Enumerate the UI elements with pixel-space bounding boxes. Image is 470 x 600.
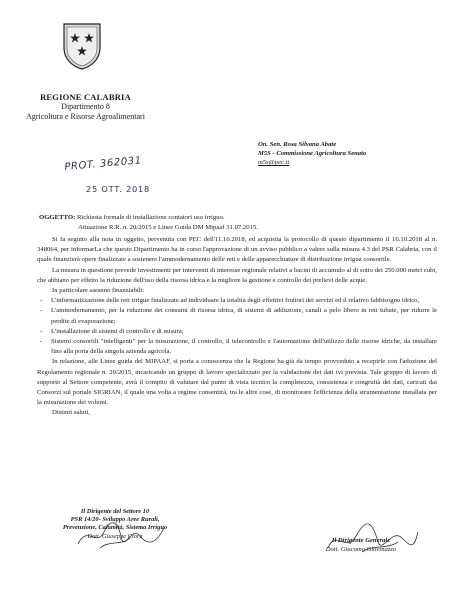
body-paragraph-2: La misura in questione prevede investimenti per interventi di interesse regionale relativi a bacini di accumulo al di sotto dei 250.000 metri cubi, che abbiano per effetto la riduzione dell'uso della risorsa idrica e la migliore la gestione e controllo dei prelievi delle acque. [37, 266, 437, 284]
body-paragraph-4: In relazione, alle Linee guida del MIPAAF, si porta a conoscenza che la Regione ha già da tempo provveduto a recepirle con l'adozione del Regolamento regionale n. 20/2015, incaricando un gruppo di lavoro specializzato per la validazione dei dati ivi prevista. Tale gruppo di lavoro di supporto al Settore competente, avrà il compito di valutare dal punto di vista tecnico la completezza, consistenza e congruità dei dati, caricati dai Consorzi sul portale SIGRIAN, il quale una volta a regime consentirà, tra le altre cose, di monitorare l'efficienza della strumentazione installata per la misurazione dei volumi. [37, 358, 437, 407]
recipient-email-link[interactable]: m5s@pec.it [258, 159, 290, 166]
signer-left-office-1: PSR 14/20- Sviluppo Aree Rurali, [70, 516, 160, 524]
subject-line-2: Attuazione R.R. n. 20/2015 e Linee Guida DM Mipaaf 31.07.2015. [78, 224, 258, 231]
signer-left-name: Dott. Giuseppe Clora [87, 532, 143, 540]
subject-line-1: Richiesta formale di installazione contatori uso irriguo. [76, 214, 225, 221]
signer-right-name: Dott. Giacomo Giovinazzo [325, 546, 397, 553]
header-subdepartment: Agricoltura e Risorse Agroalimentari [26, 112, 145, 121]
signer-left-office-2: Prevenzione, Calamità, Sistema Irriguo [62, 524, 168, 532]
recipient-role: M5S - Commissione Agricoltura Senato [258, 150, 367, 157]
handwritten-signature-left [70, 518, 170, 552]
subject-block [39, 213, 439, 233]
header-department: Dipartimento 8 [61, 102, 110, 111]
subject-label: OGGETTO: [39, 214, 76, 221]
financeable-list [37, 296, 437, 357]
header-title: REGIONE CALABRIA [40, 92, 131, 102]
handwritten-signature-right [322, 518, 422, 558]
closing-greeting: Distinti saluti, [52, 409, 90, 417]
body-paragraph-3: In particolare saranno finanziabili: [52, 287, 145, 295]
list-item: - L'ammodernamento, per la riduzione dei consumi di risorsa idrica, di sistemi di adduzione, canali a pelo libero in reti tubate, per ridurre le perdite di evaporazione; [40, 307, 437, 325]
body-paragraph-1: Si fa seguito alla nota in oggetto, pervenuta con PEC dell'11.10.2018, ed acquisita la protocollo di questo dipartimento il 16.10.2018 al n. 348064, per informarLa che questo Dipartimento ha in corso l'approvazione di un avviso pubblico a valere sulla misura 4.3 del PSR Calabria, con il quale finanzierà opere finalizzate a sostenere l'ammodernamento delle reti e delle apparecchiature di distribuzione irrigua consortile. [37, 236, 437, 264]
signer-right-title: Il Dirigente Generale [331, 537, 391, 544]
list-item: - L'informatizzazione delle reti irrigue finalizzate ad individuare la totalità degli effettivi fruitori dei servizi ed il relativo fabbisogno idrico, [40, 297, 420, 305]
recipient-name: On. Sen. Rosa Silvana Abate [258, 141, 337, 148]
list-item: - Sistemi consortili "intelligenti" per la misurazione, il controllo, il telecontrollo e l'automazione dell'utilizzo delle risorse idriche, da installare fino alla porta della singola azienda agricola. [40, 338, 437, 356]
protocol-stamp: PROT. 362031 [64, 155, 143, 173]
letter-body [37, 235, 437, 419]
region-crest-logo [62, 22, 102, 70]
date-stamp: 25 OTT. 2018 [86, 184, 150, 194]
list-item: - L'installazione di sistemi di controllo e di misura; [40, 327, 184, 335]
signer-left-title: Il Dirigente del Settore 10 [80, 508, 150, 515]
